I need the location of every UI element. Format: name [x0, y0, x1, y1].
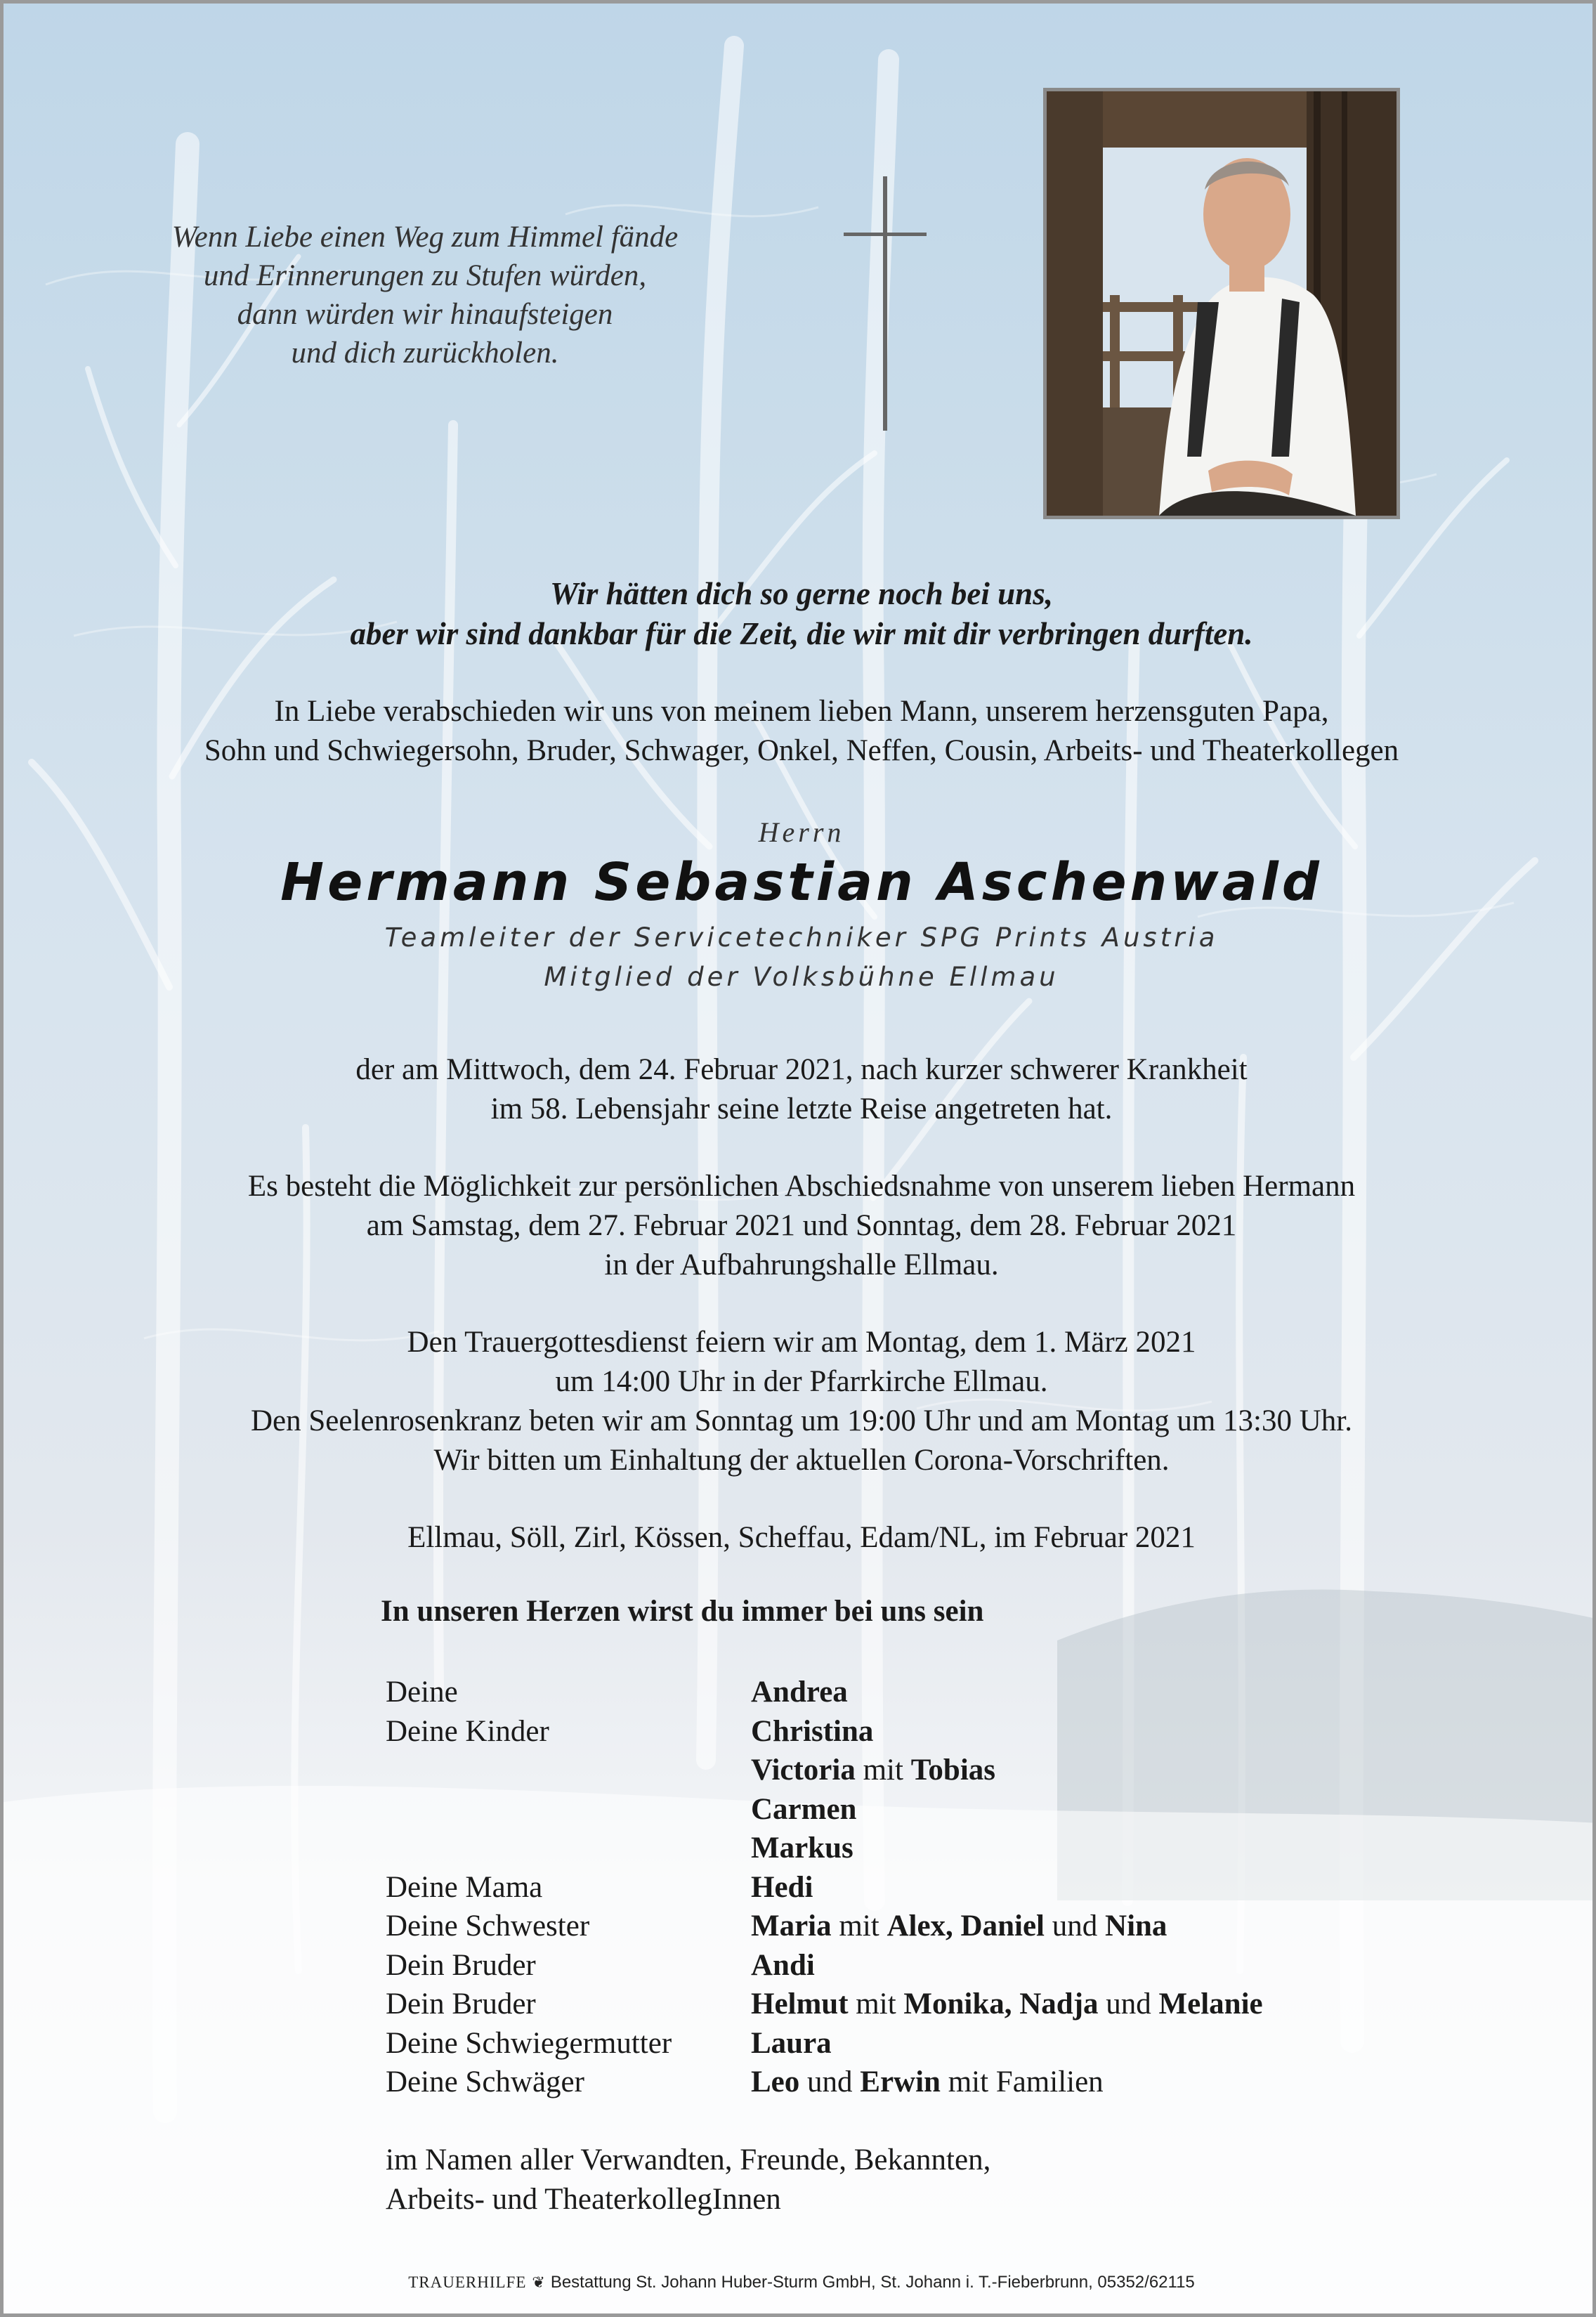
quote	[4, 574, 1596, 654]
cross-icon	[844, 176, 927, 431]
heart-line: In unseren Herzen wirst du immer bei uns sein	[381, 1595, 984, 1628]
mourner-row	[386, 1868, 1439, 1907]
mourner-row	[386, 1790, 1439, 1829]
death-notice-line: der am Mittwoch, dem 24. Februar 2021, nach kurzer schwerer Krankheit	[355, 1053, 1248, 1086]
funeral-brand: TRAUERHILFE	[408, 2273, 527, 2291]
mourner-row	[386, 1673, 1439, 1712]
mourner-names: Markus	[751, 1832, 853, 1865]
service-info	[4, 1323, 1596, 1480]
mourner-row	[386, 2063, 1439, 2102]
poem-line: Wenn Liebe einen Weg zum Himmel fände	[171, 221, 679, 254]
mourner-names: Victoria mit Tobias	[751, 1754, 996, 1787]
death-notice-line: im 58. Lebensjahr seine letzte Reise angetreten hat.	[490, 1092, 1113, 1125]
service-line: Den Trauergottesdienst feiern wir am Montag, dem 1. März 2021	[407, 1326, 1196, 1359]
quote-line: aber wir sind dankbar für die Zeit, die wir mit dir verbringen durften.	[350, 616, 1253, 651]
mourner-names: Christina	[751, 1714, 874, 1748]
mourner-names: Carmen	[751, 1792, 857, 1826]
poem-line: dann würden wir hinaufsteigen	[237, 298, 613, 331]
intro-text	[4, 692, 1596, 771]
mourner-row	[386, 1712, 1439, 1751]
mourner-row	[386, 1907, 1439, 1946]
deceased-name: Hermann Sebastian Aschenwald	[280, 852, 1323, 913]
mourner-row	[386, 1829, 1439, 1868]
service-line: Den Seelenrosenkranz beten wir am Sonntag um 19:00 Uhr und am Montag um 13:30 Uhr.	[250, 1404, 1352, 1437]
deceased-role: Teamleiter der Servicetechniker SPG Prints Austria	[384, 922, 1219, 953]
closing-line: Arbeits- und TheaterkollegInnen	[386, 2183, 781, 2216]
mourner-row	[386, 1751, 1439, 1790]
closing-line: im Namen aller Verwandten, Freunde, Bekannten,	[386, 2143, 991, 2176]
poem-line: und dich zurückholen.	[291, 337, 559, 370]
intro-line: In Liebe verabschieden wir uns von meinem lieben Mann, unserem herzensguten Papa,	[274, 695, 1329, 728]
mourner-relation: Deine	[386, 1676, 458, 1709]
salutation: Herrn	[758, 816, 845, 848]
quote-line: Wir hätten dich so gerne noch bei uns,	[550, 576, 1053, 611]
death-notice	[4, 1050, 1596, 1129]
mourner-relation: Deine Mama	[386, 1870, 543, 1904]
viewing-line: am Samstag, dem 27. Februar 2021 und Sonntag, dem 28. Februar 2021	[366, 1209, 1237, 1242]
mourner-relation: Deine Schwäger	[386, 2065, 584, 2099]
service-line: Wir bitten um Einhaltung der aktuellen Corona-Vorschriften.	[433, 1444, 1170, 1477]
viewing-line: in der Aufbahrungshalle Ellmau.	[604, 1248, 999, 1281]
poem	[95, 218, 755, 372]
mourner-relation: Dein Bruder	[386, 1948, 536, 1982]
viewing-info	[4, 1167, 1596, 1285]
funeral-home-info: Bestattung St. Johann Huber-Sturm GmbH, St. Johann i. T.-Fieberbrunn, 05352/62115	[550, 2273, 1195, 2292]
mourner-names: Maria mit Alex, Daniel und Nina	[751, 1910, 1167, 1943]
footer	[4, 2273, 1596, 2292]
mourner-names: Helmut mit Monika, Nadja und Melanie	[751, 1988, 1263, 2021]
mourner-row	[386, 2024, 1439, 2063]
mourner-relation: Deine Schwiegermutter	[386, 2026, 672, 2060]
portrait-photo	[1043, 88, 1400, 519]
intro-line: Sohn und Schwiegersohn, Bruder, Schwager, Onkel, Neffen, Cousin, Arbeits- und Theaterkollegen	[204, 734, 1399, 767]
service-line: um 14:00 Uhr in der Pfarrkirche Ellmau.	[555, 1365, 1048, 1398]
mourner-names: Leo und Erwin mit Familien	[751, 2065, 1104, 2099]
mourner-names: Andi	[751, 1948, 815, 1982]
mourner-names: Hedi	[751, 1870, 813, 1904]
place-date: Ellmau, Söll, Zirl, Kössen, Scheffau, Edam/NL, im Februar 2021	[407, 1521, 1196, 1554]
mourner-relation: Dein Bruder	[386, 1988, 536, 2021]
mourners-list	[386, 1673, 1439, 2102]
deceased-membership: Mitglied der Volksbühne Ellmau	[544, 962, 1059, 992]
closing-text	[386, 2141, 990, 2219]
leaf-icon: ❦	[532, 2273, 545, 2291]
mourner-relation: Deine Kinder	[386, 1714, 549, 1748]
mourner-names: Laura	[751, 2026, 832, 2060]
poem-line: und Erinnerungen zu Stufen würden,	[203, 259, 647, 292]
mourner-row	[386, 1985, 1439, 2024]
mourner-names: Andrea	[751, 1676, 848, 1709]
mourner-relation: Deine Schwester	[386, 1910, 590, 1943]
mourner-row	[386, 1946, 1439, 1985]
viewing-line: Es besteht die Möglichkeit zur persönlichen Abschiedsnahme von unserem lieben Hermann	[247, 1170, 1356, 1203]
